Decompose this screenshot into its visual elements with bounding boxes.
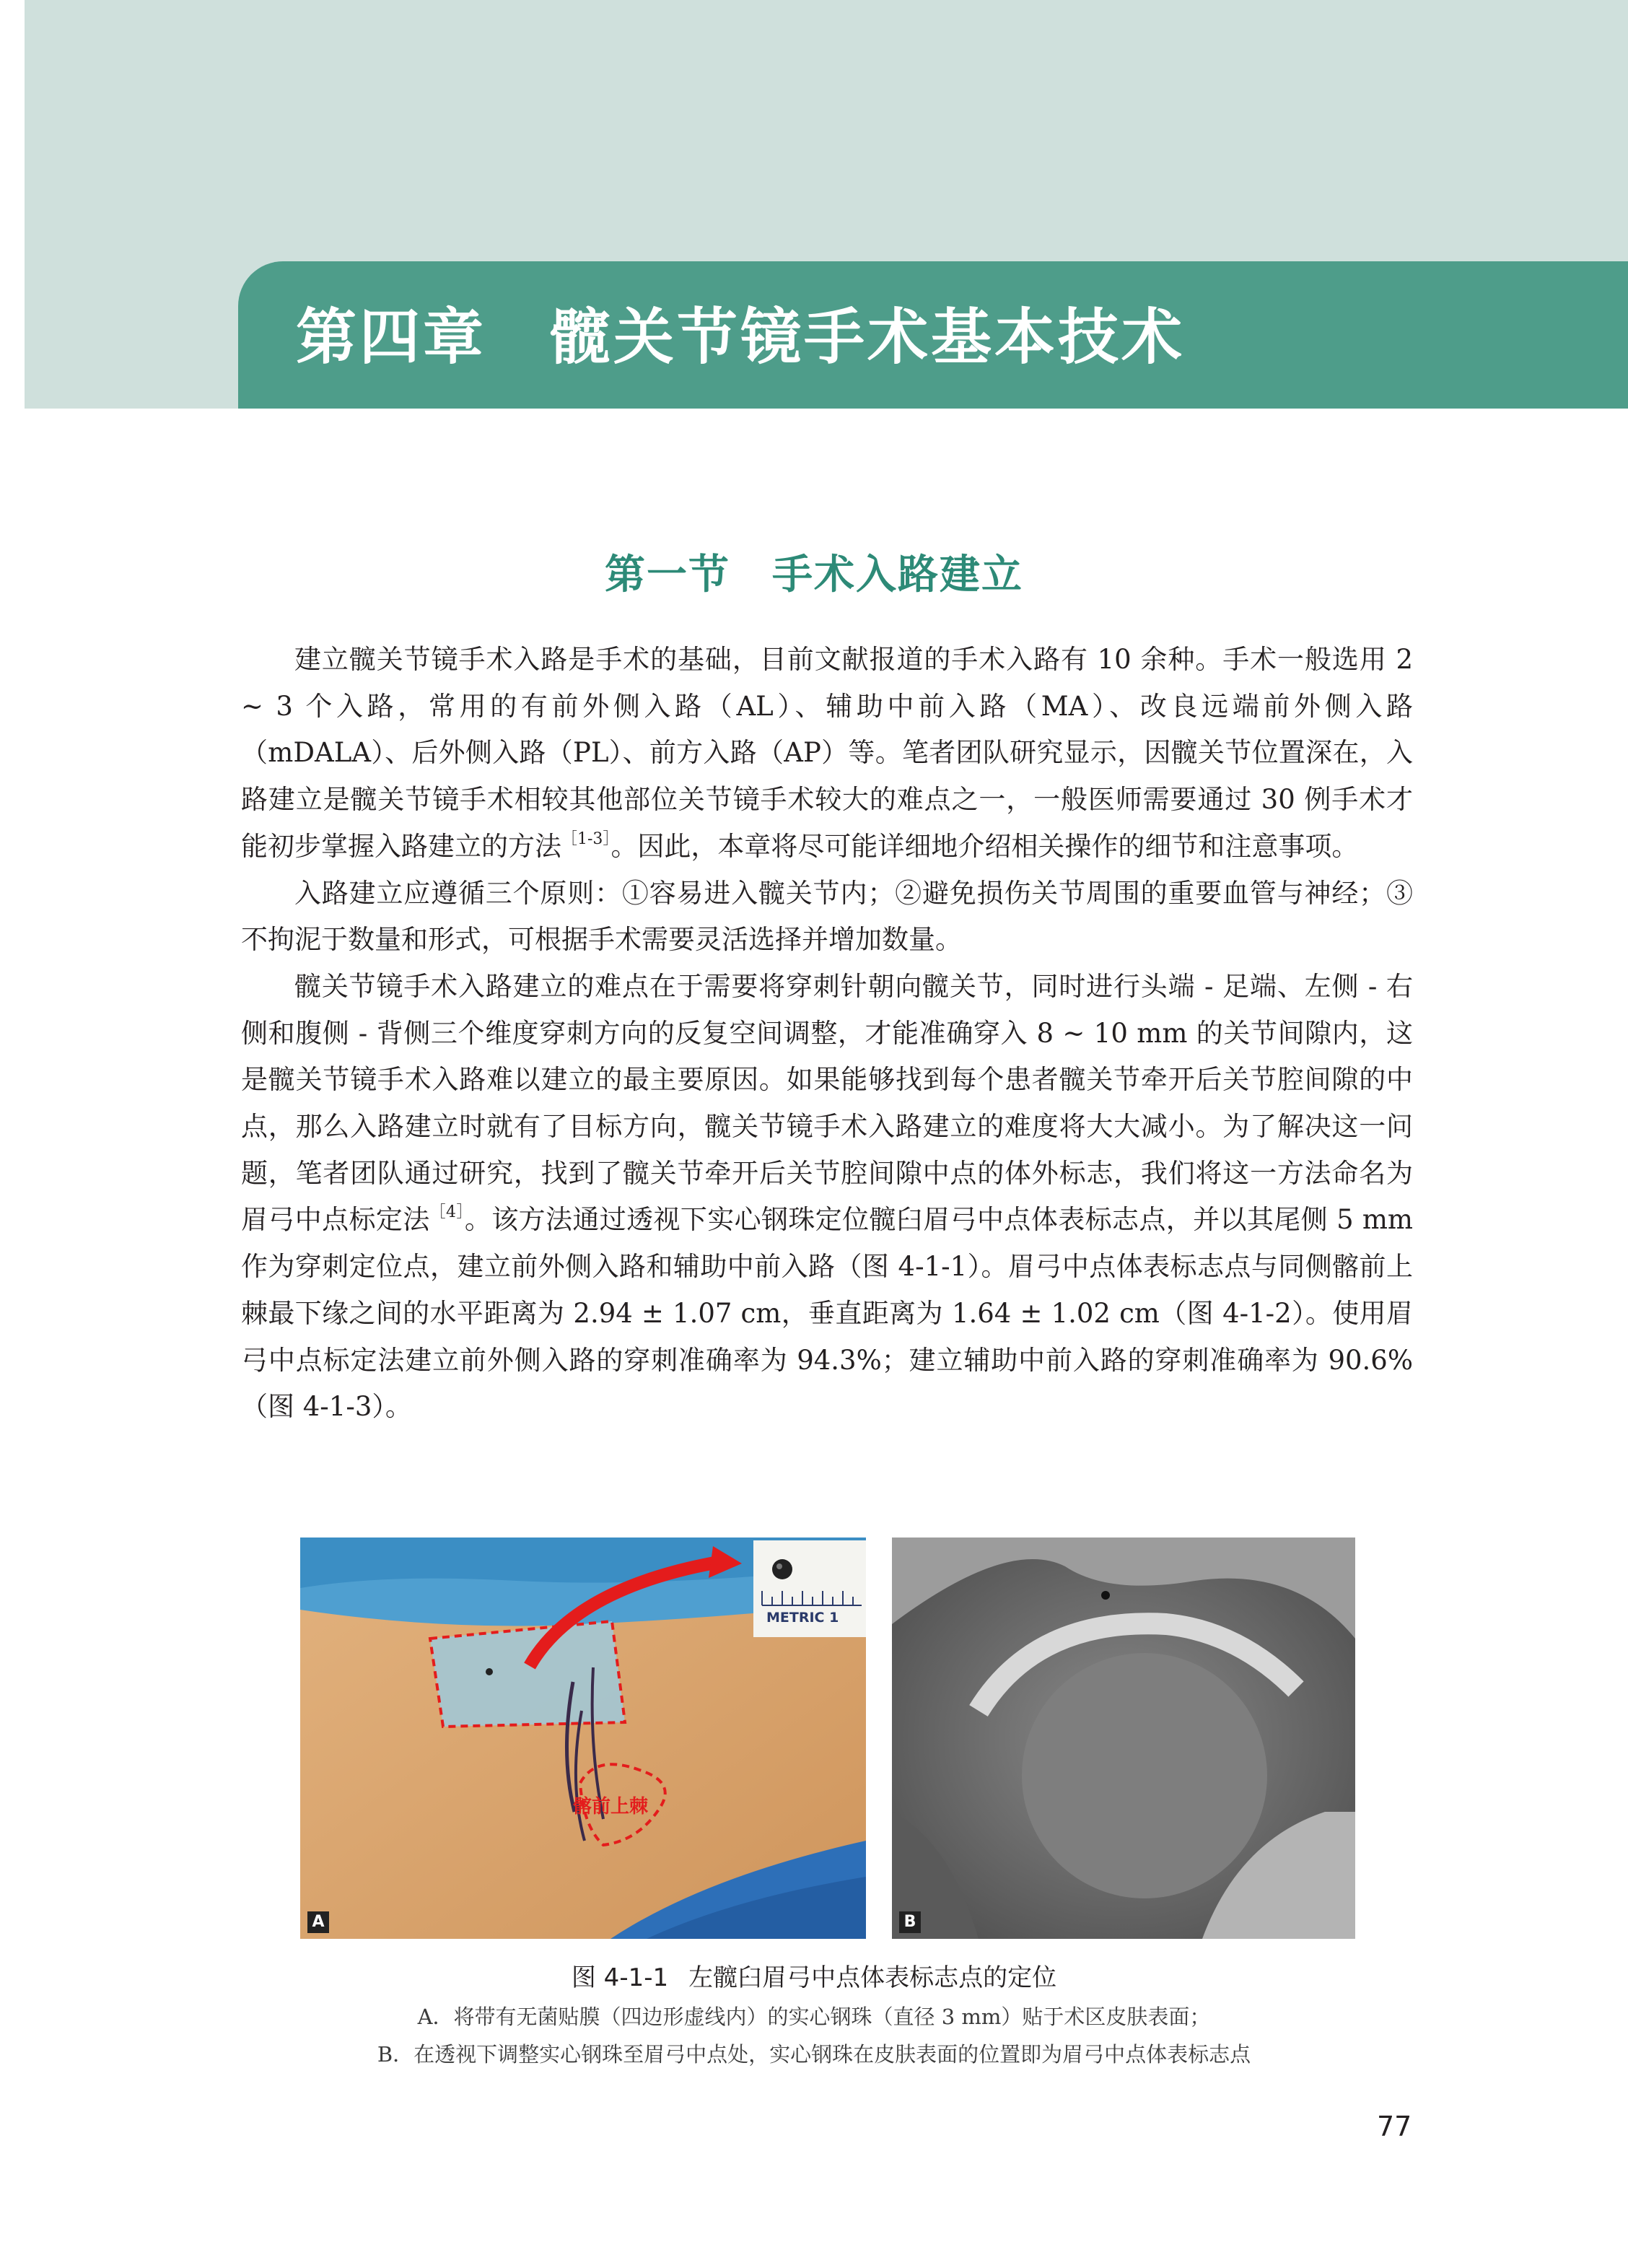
chapter-banner xyxy=(238,261,1628,409)
asis-label: 髂前上棘 xyxy=(573,1796,649,1818)
steel-ball-xray xyxy=(1101,1591,1110,1600)
citation-1-3: ［1-3］ xyxy=(561,829,611,848)
sterile-film-quad xyxy=(430,1621,625,1727)
section-title: 第一节 手术入路建立 xyxy=(605,551,1023,598)
ruler-label: METRIC 1 xyxy=(766,1610,839,1626)
steel-ball-marker xyxy=(486,1668,493,1675)
paragraph-2: 入路建立应遵循三个原则：①容易进入髋关节内；②避免损伤关节周围的重要血管与神经；③不拘泥于数量和形式，可根据手术需要灵活选择并增加数量。 xyxy=(241,877,1413,956)
fluoroscopy-illustration xyxy=(892,1538,1355,1939)
page-number: 77 xyxy=(1377,2111,1412,2142)
figure-id: 图 4-1-1 xyxy=(571,1963,669,1992)
citation-4: ［4］ xyxy=(429,1203,465,1222)
figure-caption xyxy=(0,1958,1628,1993)
paragraph-3 xyxy=(241,964,1413,1431)
paragraph-3-text-b: 。该方法通过透视下实心钢珠定位髋臼眉弓中点体表标志点，并以其尾侧 5 mm 作为穿刺定位点，建立前外侧入路和辅助中前入路（图 4-1-1）。眉弓中点体表标志点与同侧髂前上棘最下缘之间的水平距离为 2.94 ± 1.07 cm，垂直距离为 1.64 ± 1.02 cm（图 4-1-2）。使用眉弓中点标定法建立前外侧入路的穿刺准确率为 94.3%；建立辅助中前入路的穿刺准确率为 90.6%（图 4-1-3）。 xyxy=(241,1204,1413,1423)
chapter-title: 第四章 髋关节镜手术基本技术 xyxy=(296,302,1186,372)
ruler-card xyxy=(753,1540,866,1637)
panel-b-label: B xyxy=(899,1911,921,1933)
panel-a-label: A xyxy=(307,1911,329,1933)
figure-note-b: B．在透视下调整实心钢珠至眉弓中点处，实心钢珠在皮肤表面的位置即为眉弓中点体表标志点 xyxy=(377,2042,1251,2067)
paragraph-1 xyxy=(241,637,1413,871)
paragraph-1-text-b: 。因此，本章将尽可能详细地介绍相关操作的细节和注意事项。 xyxy=(610,830,1359,862)
paragraph-1-text-a: 建立髋关节镜手术入路是手术的基础，目前文献报道的手术入路有 10 余种。手术一般选用 2 ~ 3 个入路，常用的有前外侧入路（AL）、辅助中前入路（MA）、改良远端前外侧入路（mDALA）、后外侧入路（PL）、前方入路（AP）等。笔者团队研究显示，因髋关节位置深在，入路建立是髋关节镜手术相较其他部位关节镜手术较大的难点之一，一般医师需要通过 30 例手术才能初步掌握入路建立的方法 xyxy=(241,644,1413,862)
body-text xyxy=(241,637,1413,1431)
femoral-head xyxy=(1022,1653,1267,1898)
paragraph-3-text-a: 髋关节镜手术入路建立的难点在于需要将穿刺针朝向髋关节，同时进行头端 - 足端、左侧 - 右侧和腹侧 - 背侧三个维度穿刺方向的反复空间调整，才能准确穿入 8 ~ 10 mm 的关节间隙内，这是髋关节镜手术入路难以建立的最主要原因。如果能够找到每个患者髋关节牵开后关节腔间隙的中点，那么入路建立时就有了目标方向，髋关节镜手术入路建立的难度将大大减小。为了解决这一问题，笔者团队通过研究，找到了髋关节牵开后关节腔间隙中点的体外标志，我们将这一方法命名为眉弓中点标定法 xyxy=(241,970,1413,1236)
figure-note-a: A．将带有无菌贴膜（四边形虚线内）的实心钢珠（直径 3 mm）贴于术区皮肤表面； xyxy=(417,2005,1211,2029)
figure-caption-text: 左髋臼眉弓中点体表标志点的定位 xyxy=(688,1963,1057,1992)
figure-panel-b xyxy=(892,1538,1355,1939)
figure-panel-a xyxy=(300,1538,866,1939)
